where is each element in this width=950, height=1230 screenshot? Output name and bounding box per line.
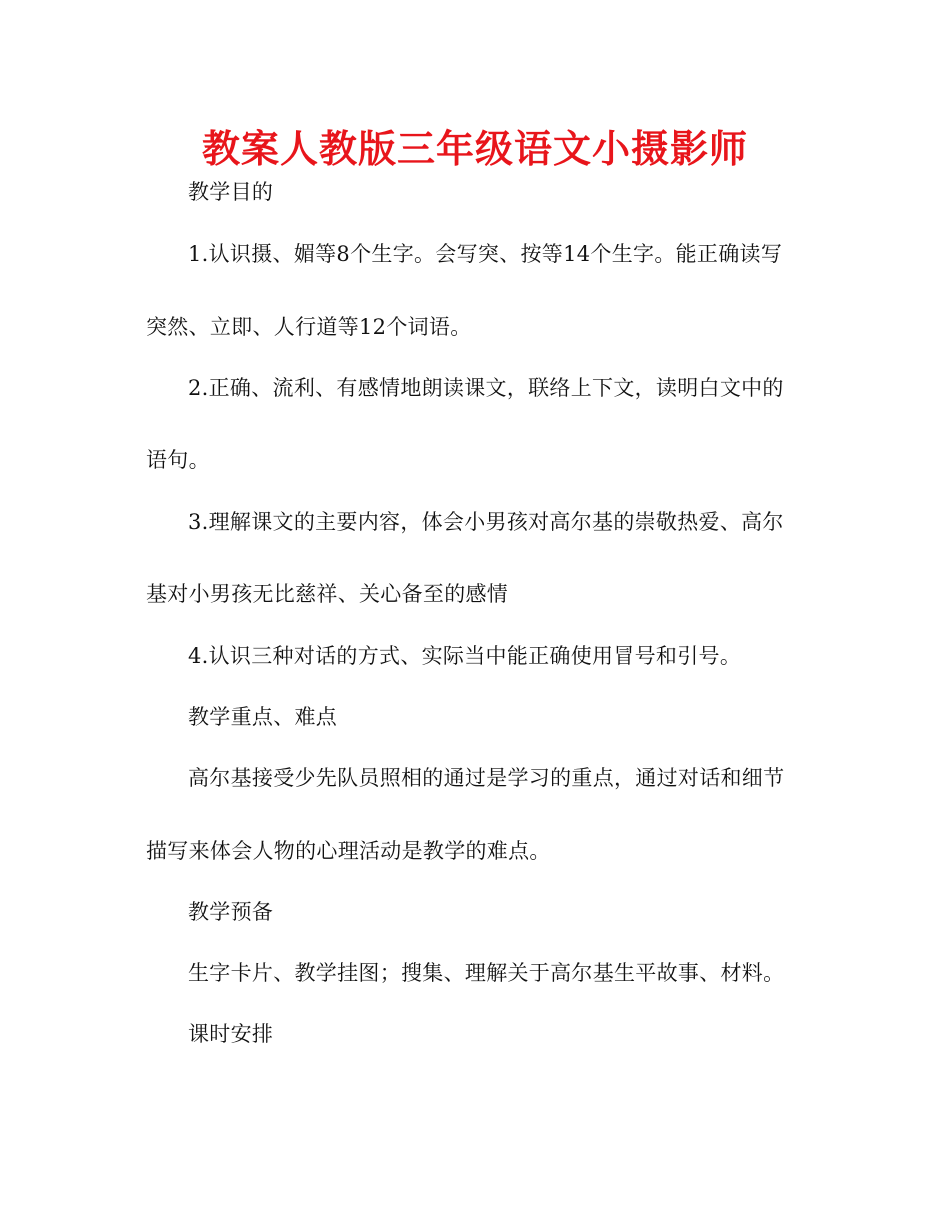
paragraph-line: 生字卡片、教学挂图；搜集、理解关于高尔基生平故事、材料。: [188, 961, 785, 985]
document-title: 教案人教版三年级语文小摄影师: [201, 127, 748, 171]
heading-teaching-objectives: 教学目的: [188, 180, 274, 204]
paragraph-line: 语句。: [146, 448, 210, 472]
paragraph-line: 2.正确、流利、有感情地朗读课文，联络上下文，读明白文中的: [188, 376, 784, 400]
heading-schedule: 课时安排: [188, 1022, 274, 1046]
heading-preparation: 教学预备: [188, 900, 274, 924]
paragraph-line: 突然、立即、人行道等12个词语。: [146, 315, 472, 339]
paragraph-line: 1.认识摄、媚等8个生字。会写突、按等14个生字。能正确读写: [188, 242, 783, 266]
paragraph-line: 描写来体会人物的心理活动是教学的难点。: [146, 839, 551, 863]
paragraph-line: 3.理解课文的主要内容，体会小男孩对高尔基的崇敬热爱、高尔: [188, 510, 784, 534]
heading-key-points: 教学重点、难点: [188, 705, 338, 729]
paragraph-line: 高尔基接受少先队员照相的通过是学习的重点，通过对话和细节: [188, 766, 785, 790]
paragraph-line: 4.认识三种对话的方式、实际当中能正确使用冒号和引号。: [188, 644, 742, 668]
paragraph-line: 基对小男孩无比慈祥、关心备至的感情: [146, 582, 509, 606]
